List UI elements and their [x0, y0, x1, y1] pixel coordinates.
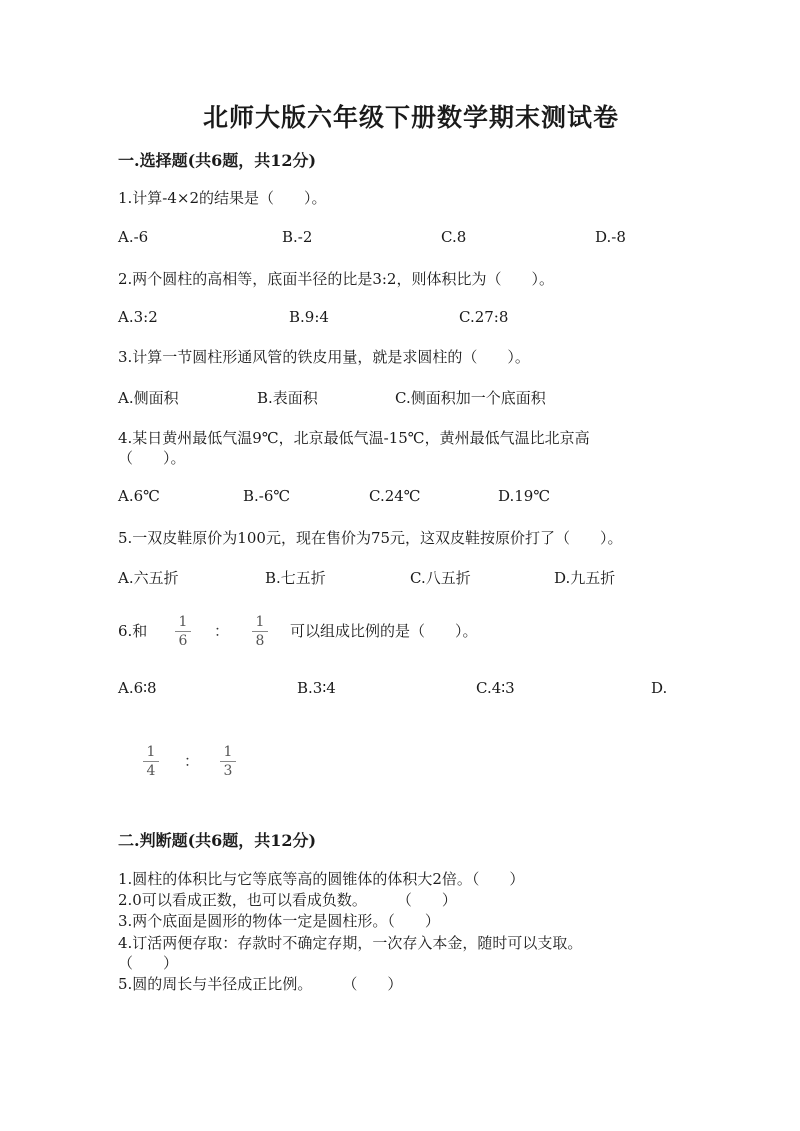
question-2: 2.两个圆柱的高相等，底面半径的比是3:2，则体积比为（ ）。 — [118, 270, 554, 288]
page-title: 北师大版六年级下册数学期末测试卷 — [203, 103, 620, 132]
q1-option-b: B.-2 — [282, 228, 313, 246]
judgment-item-3: 3.两个底面是圆形的物体一定是圆柱形。（ ） — [118, 912, 440, 930]
judgment-item-4-continued: （ ） — [118, 954, 179, 972]
q6-option-b: B.3∶4 — [297, 679, 336, 697]
question-6-prefix: 6.和 — [118, 622, 148, 640]
question-3: 3.计算一节圆柱形通风管的铁皮用量，就是求圆柱的（ ）。 — [118, 348, 530, 366]
fraction-one-quarter — [143, 744, 159, 779]
q3-option-a: A.侧面积 — [118, 389, 179, 407]
question-5: 5.一双皮鞋原价为100元，现在售价为75元，这双皮鞋按原价打了（ ）。 — [118, 529, 623, 547]
fraction-bar — [175, 631, 191, 632]
q1-option-a: A.-6 — [118, 228, 149, 246]
section-heading-choice: 一.选择题(共6题，共12分) — [118, 151, 317, 170]
q2-option-b: B.9:4 — [289, 308, 329, 326]
q6-option-a: A.6∶8 — [118, 679, 157, 697]
fraction-denominator: 4 — [146, 763, 156, 779]
fraction-denominator: 3 — [223, 763, 233, 779]
question-6-suffix: 可以组成比例的是（ ）。 — [290, 622, 478, 640]
q2-option-c: C.27:8 — [459, 308, 509, 326]
question-4-continued: （ ）。 — [118, 449, 186, 467]
fraction-bar — [220, 761, 236, 762]
judgment-item-2: 2.0可以看成正数，也可以看成负数。 （ ） — [118, 891, 457, 909]
q5-option-a: A.六五折 — [118, 569, 179, 587]
ratio-colon: ： — [184, 752, 200, 770]
q6-option-c: C.4∶3 — [476, 679, 515, 697]
q3-option-c: C.侧面积加一个底面积 — [395, 389, 546, 407]
q4-option-b: B.-6℃ — [243, 487, 291, 505]
section-heading-judgment: 二.判断题(共6题，共12分) — [118, 831, 317, 850]
q5-option-d: D.九五折 — [554, 569, 616, 587]
q1-option-d: D.-8 — [595, 228, 626, 246]
fraction-numerator: 1 — [178, 614, 188, 630]
fraction-numerator: 1 — [223, 744, 233, 760]
q3-option-b: B.表面积 — [257, 389, 318, 407]
q5-option-b: B.七五折 — [265, 569, 326, 587]
judgment-item-4: 4.订活两便存取：存款时不确定存期，一次存入本金，随时可以支取。 — [118, 934, 583, 952]
fraction-denominator: 6 — [178, 633, 188, 649]
q1-option-c: C.8 — [441, 228, 467, 246]
judgment-item-1: 1.圆柱的体积比与它等底等高的圆锥体的体积大2倍。（ ） — [118, 870, 525, 888]
fraction-bar — [143, 761, 159, 762]
judgment-item-5: 5.圆的周长与半径成正比例。 （ ） — [118, 975, 403, 993]
fraction-denominator: 8 — [255, 633, 265, 649]
fraction-numerator: 1 — [146, 744, 156, 760]
q4-option-c: C.24℃ — [369, 487, 421, 505]
q6-option-d: D. — [651, 679, 668, 697]
question-4: 4.某日黄州最低气温9℃，北京最低气温-15℃，黄州最低气温比北京高 — [118, 429, 590, 447]
question-1: 1.计算-4×2的结果是（ ）。 — [118, 189, 327, 207]
fraction-bar — [252, 631, 268, 632]
q4-option-d: D.19℃ — [498, 487, 551, 505]
ratio-colon: ： — [214, 622, 230, 640]
fraction-numerator: 1 — [255, 614, 265, 630]
q5-option-c: C.八五折 — [410, 569, 471, 587]
q4-option-a: A.6℃ — [118, 487, 160, 505]
fraction-one-sixth — [175, 614, 191, 649]
q2-option-a: A.3:2 — [118, 308, 158, 326]
fraction-one-eighth — [252, 614, 268, 649]
fraction-one-third — [220, 744, 236, 779]
